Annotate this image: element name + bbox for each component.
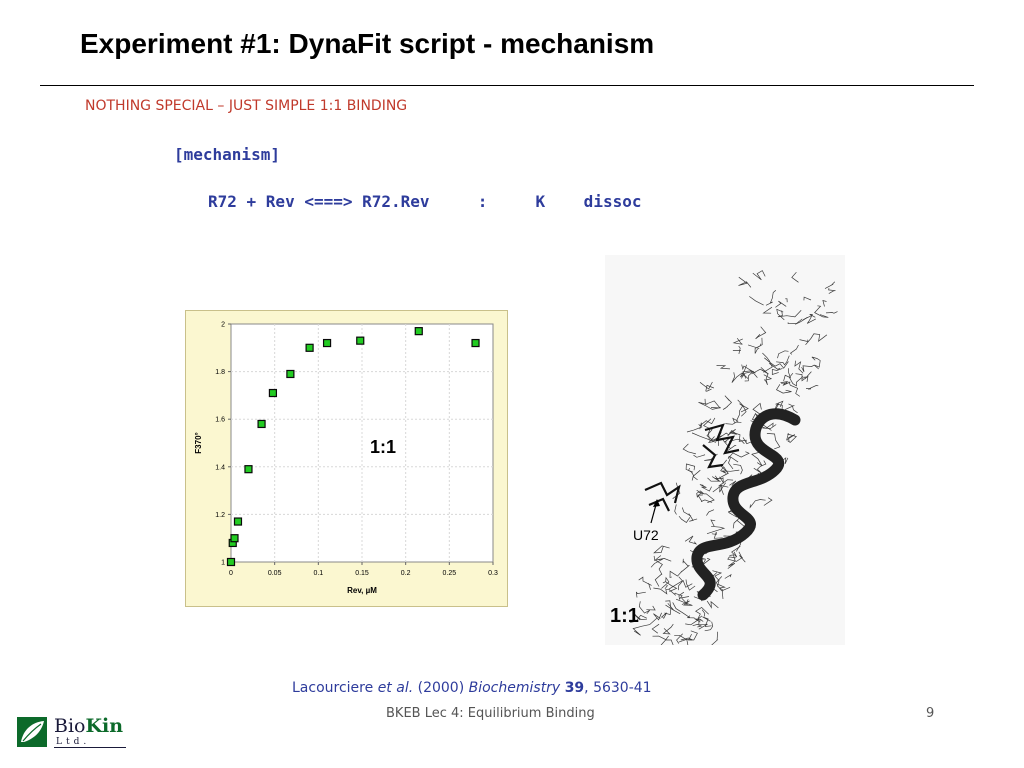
rna-bond (767, 433, 780, 449)
rna-bond (665, 586, 668, 589)
rna-bond (652, 624, 659, 633)
rna-bond (764, 307, 773, 313)
y-tick-label: 1.8 (215, 369, 225, 377)
rna-bond (717, 366, 731, 369)
code-mechanism-reaction: R72 + Rev <===> R72.Rev : K dissoc (208, 192, 642, 211)
rna-bond (700, 485, 712, 491)
data-point (472, 340, 479, 347)
rna-bond (711, 632, 717, 645)
data-point (415, 328, 422, 335)
rna-bond (775, 301, 786, 307)
x-tick-label: 0.1 (313, 570, 324, 577)
rna-bond (675, 592, 684, 599)
rna-bond (687, 423, 702, 432)
rna-bond (823, 301, 827, 307)
x-tick-label: 0.05 (267, 570, 282, 577)
x-tick-label: 0.15 (355, 570, 369, 577)
page-number: 9 (926, 706, 935, 721)
slide-title: Experiment #1: DynaFit script - mechanism (80, 28, 655, 59)
rna-bond (655, 560, 663, 575)
rna-bond (734, 338, 743, 344)
rna-bond (707, 601, 718, 608)
rna-bond (694, 455, 706, 458)
rna-bond (653, 588, 668, 594)
citation-year: (2000) (413, 680, 469, 696)
rna-bond (733, 464, 742, 474)
rna-bond (688, 616, 695, 618)
rna-bond (659, 636, 669, 645)
data-point (287, 370, 294, 377)
rna-bond (693, 470, 700, 480)
rna-bond (806, 386, 818, 390)
rna-bond (815, 306, 829, 318)
logo-kin: Kin (85, 715, 124, 737)
rna-bond (720, 460, 729, 478)
x-axis-label: Rev, µM (347, 586, 377, 595)
footer-title: BKEB Lec 4: Equilibrium Binding (386, 706, 595, 721)
rna-bond (709, 428, 719, 446)
x-tick-label: 0.2 (400, 570, 411, 577)
y-tick-label: 1.4 (215, 464, 225, 472)
data-point (231, 535, 238, 542)
rna-bond (761, 367, 771, 380)
logo-wordmark (54, 715, 123, 737)
rna-bond (697, 490, 704, 497)
rna-bond (739, 277, 751, 287)
rna-bond (673, 602, 690, 617)
rna-bond (685, 536, 696, 544)
rna-backbone-lines (630, 271, 837, 645)
rna-bond (784, 368, 791, 381)
binding-curve-chart (185, 310, 508, 607)
logo-subtitle: Ltd. (56, 737, 91, 747)
rna-bond (729, 457, 739, 469)
citation-volume: 39 (564, 680, 585, 696)
rna-bond (646, 606, 655, 610)
rna-bond (829, 288, 836, 294)
chart-svg (185, 310, 508, 607)
rna-bond (766, 290, 776, 305)
rna-bond (681, 559, 689, 572)
rna-bond (792, 272, 799, 282)
rna-bond (826, 312, 838, 314)
citation-etal: et al. (377, 680, 414, 696)
rna-bond (725, 418, 741, 424)
rna-bond (653, 613, 661, 620)
data-point (306, 344, 313, 351)
data-point (258, 420, 265, 427)
rna-bond (676, 599, 692, 605)
rna-bond (804, 297, 811, 300)
rna-bond (778, 351, 789, 358)
rna-bond (789, 373, 803, 386)
rna-bond (737, 400, 744, 421)
data-point (245, 466, 252, 473)
rna-bond (702, 610, 705, 617)
rna-bond (679, 516, 690, 522)
rna-bond (712, 532, 723, 538)
x-tick-label: 0.25 (442, 570, 457, 577)
citation-journal: Biochemistry (468, 680, 561, 696)
logo-underline (54, 747, 126, 748)
rna-bond (699, 402, 721, 409)
rna-bond (706, 510, 714, 516)
rna-bond (639, 601, 650, 614)
rna-bond (753, 271, 765, 280)
rna-bond (739, 346, 741, 354)
rna-bond (654, 546, 670, 553)
y-axis-label: F370° (194, 432, 203, 454)
rna-bond (807, 314, 816, 323)
rna-bond (764, 498, 772, 506)
rna-bond (661, 578, 669, 589)
rna-bond (791, 345, 799, 354)
rna-bond (663, 624, 673, 634)
rna-bond (636, 592, 646, 598)
rna-bond (670, 571, 682, 577)
data-point (269, 390, 276, 397)
rna-bond (723, 396, 732, 410)
rna-bond (800, 340, 809, 342)
rna-bond (713, 485, 724, 494)
y-tick-label: 1.6 (215, 416, 225, 424)
data-point (228, 559, 235, 566)
rna-bond (749, 296, 763, 305)
rna-bond (707, 526, 724, 533)
data-point (234, 518, 241, 525)
y-tick-label: 1 (221, 559, 225, 567)
y-tick-label: 2 (221, 321, 225, 329)
rna-bond (725, 575, 731, 579)
citation-pages: , 5630-41 (584, 680, 652, 696)
title-divider (40, 85, 974, 86)
rna-bond (748, 344, 761, 348)
rna-bond (696, 607, 709, 619)
biokin-logo (16, 715, 128, 751)
rna-bond (692, 433, 716, 442)
code-mechanism-header: [mechanism] (174, 145, 280, 164)
rna-bond (728, 430, 737, 436)
rna-bond (669, 577, 683, 596)
rna-bond (777, 384, 792, 393)
rna-bond (755, 338, 762, 354)
rna-bond (788, 319, 802, 324)
rna-bond (785, 299, 787, 303)
y-tick-label: 1.2 (215, 511, 225, 519)
rna-bond (740, 404, 749, 417)
rna-bond (703, 617, 712, 627)
structure-ratio-label: 1:1 (610, 605, 639, 627)
rna-bond (689, 468, 694, 480)
u72-label: U72 (633, 527, 659, 543)
plot-area (231, 324, 493, 562)
rna-bond (711, 520, 715, 526)
rna-bond (789, 382, 800, 397)
rna-bond (675, 504, 677, 514)
x-tick-label: 0 (229, 570, 233, 577)
rna-bond (706, 385, 714, 391)
rna-bond (806, 334, 827, 345)
rna-bond (662, 613, 667, 619)
logo-bio: Bio (54, 715, 86, 737)
rna-bond (796, 374, 808, 382)
rna-bond (709, 437, 717, 443)
rna-bond (825, 282, 835, 289)
citation-authors: Lacourciere (292, 680, 378, 696)
rna-bond (686, 464, 695, 472)
data-point (357, 337, 364, 344)
structure-drawing (605, 255, 845, 645)
rna-bond (732, 546, 741, 557)
rna-bond (752, 453, 762, 466)
rna-bond (718, 585, 724, 600)
citation (292, 680, 652, 696)
rna-protein-structure-figure (605, 255, 845, 645)
slide-subtitle: NOTHING SPECIAL – JUST SIMPLE 1:1 BINDING (85, 98, 408, 114)
x-tick-label: 0.3 (488, 570, 498, 577)
chart-annotation: 1:1 (369, 437, 397, 457)
rna-bond (756, 327, 766, 339)
rna-bond (777, 309, 785, 320)
rna-bond (666, 603, 681, 614)
rna-bond (721, 467, 740, 474)
rna-bond (655, 574, 662, 587)
data-point (324, 340, 331, 347)
rna-bond (639, 577, 652, 585)
rna-bond (762, 425, 776, 429)
rna-bond (683, 444, 696, 454)
rna-bond (685, 619, 707, 629)
leaf-icon (16, 716, 48, 748)
rna-bond (750, 500, 766, 508)
